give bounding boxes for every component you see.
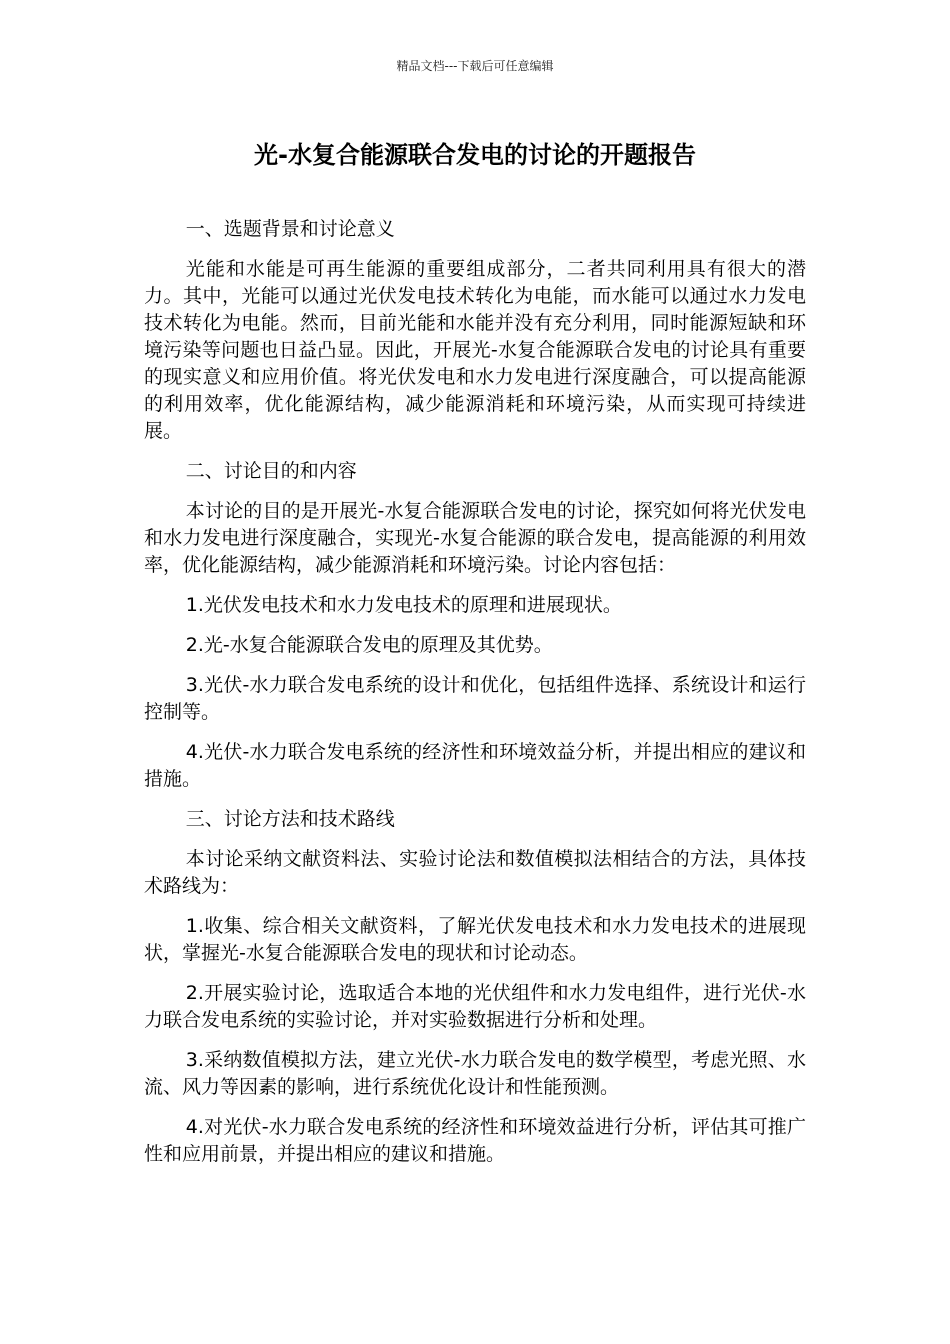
list-item-content-3: 3.光伏-水力联合发电系统的设计和优化，包括组件选择、系统设计和运行控制等。 bbox=[144, 674, 806, 723]
list-item-content-1: 1.光伏发电技术和水力发电技术的原理和进展现状。 bbox=[185, 594, 622, 616]
paragraph-background: 光能和水能是可再生能源的重要组成部分，二者共同利用具有很大的潜力。其中，光能可以通过光伏发电技术转化为电能，而水能可以通过水力发电技术转化为电能。然而，目前光能和水能并没有充分利用，同时能源短缺和环境污染等问题也日益凸显。因此，开展光-水复合能源联合发电的讨论具有重要的现实意义和应用价值。将光伏发电和水力发电进行深度融合，可以提高能源的利用效率，优化能源结构，减少能源消耗和环境污染，从而实现可持续进展。 bbox=[144, 258, 806, 442]
section-heading-methods: 三、讨论方法和技术路线 bbox=[185, 808, 395, 830]
header-note: 精品文档---下载后可任意编辑 bbox=[396, 59, 554, 73]
list-item-route-1: 1.收集、综合相关文献资料，了解光伏发电技术和水力发电技术的进展现状，掌握光-水复合能源联合发电的现状和讨论动态。 bbox=[144, 915, 806, 964]
list-item-route-2: 2.开展实验讨论，选取适合本地的光伏组件和水力发电组件，进行光伏-水力联合发电系统的实验讨论，并对实验数据进行分析和处理。 bbox=[144, 982, 806, 1031]
document-title: 光-水复合能源联合发电的讨论的开题报告 bbox=[254, 141, 696, 169]
list-item-route-4: 4.对光伏-水力联合发电系统的经济性和环境效益进行分析，评估其可推广性和应用前景，并提出相应的建议和措施。 bbox=[144, 1116, 806, 1165]
paragraph-methods: 本讨论采纳文献资料法、实验讨论法和数值模拟法相结合的方法，具体技术路线为： bbox=[144, 848, 806, 897]
list-item-content-2: 2.光-水复合能源联合发电的原理及其优势。 bbox=[185, 634, 553, 656]
list-item-route-3: 3.采纳数值模拟方法，建立光伏-水力联合发电的数学模型，考虑光照、水流、风力等因素的影响，进行系统优化设计和性能预测。 bbox=[144, 1049, 806, 1098]
section-heading-background: 一、选题背景和讨论意义 bbox=[185, 218, 395, 240]
paragraph-objectives: 本讨论的目的是开展光-水复合能源联合发电的讨论，探究如何将光伏发电和水力发电进行深度融合，实现光-水复合能源的联合发电，提高能源的利用效率，优化能源结构，减少能源消耗和环境污染。讨论内容包括： bbox=[144, 500, 806, 576]
list-item-content-4: 4.光伏-水力联合发电系统的经济性和环境效益分析，并提出相应的建议和措施。 bbox=[144, 741, 806, 790]
document-body bbox=[144, 216, 806, 1181]
section-heading-objectives: 二、讨论目的和内容 bbox=[185, 460, 357, 482]
